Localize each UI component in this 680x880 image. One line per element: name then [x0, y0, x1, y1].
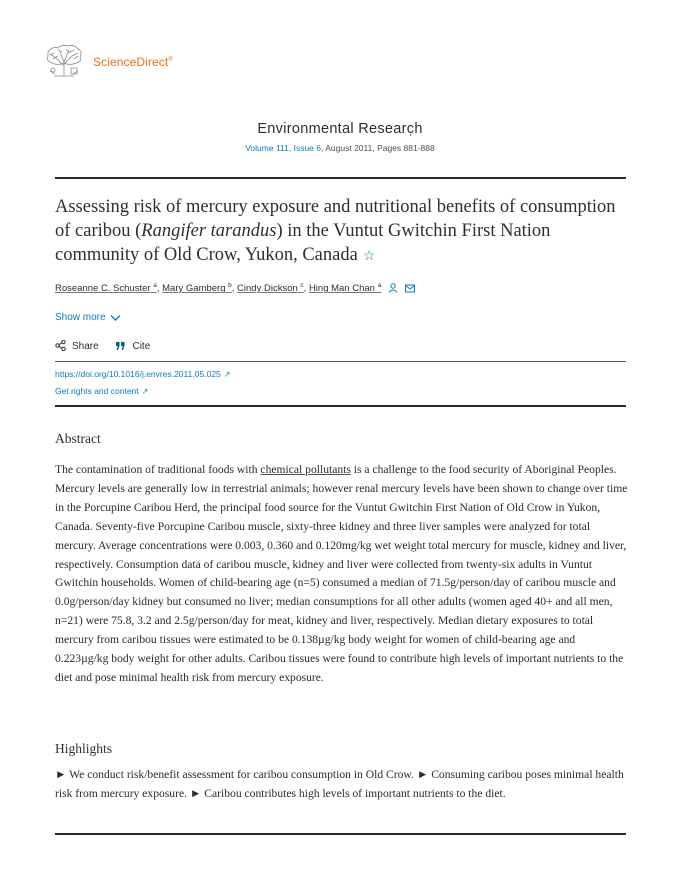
doi-label: https://doi.org/10.1016/j.envres.2011.05.025	[55, 369, 221, 379]
author-affiliation: b	[228, 282, 232, 289]
highlights-heading: Highlights	[55, 741, 113, 756]
author-link[interactable]	[309, 283, 381, 294]
author-affiliation: a	[153, 282, 157, 289]
author-name: Mary Gamberg	[162, 283, 226, 295]
issue-pages: , August 2011, Pages 881-888	[321, 143, 435, 153]
external-link-icon: ↗	[141, 387, 149, 396]
chevron-down-icon	[110, 314, 121, 322]
title-part-1: Assessing risk of mercury exposure and nutritional benefits of consumption of caribou (	[55, 197, 616, 241]
email-icon[interactable]	[405, 284, 415, 296]
rights-link[interactable]	[55, 386, 148, 396]
tree-logo-icon	[44, 44, 84, 78]
author-name: Hing Man Chan	[308, 283, 375, 295]
chemical-pollutants-link[interactable]: chemical pollutants	[260, 463, 351, 476]
show-more-button[interactable]	[55, 312, 121, 323]
author-affiliation: c	[300, 282, 304, 289]
article-actions	[55, 340, 164, 352]
title-part-2: ) in the Vuntut Gwitchin First Nation community of Old Crow, Yukon, Canada	[55, 221, 551, 265]
issue-link[interactable]: Volume 111, Issue 6	[245, 143, 321, 153]
abstract-text-rest: is a challenge to the food security of Aboriginal Peoples. Mercury levels are generally low in terrestrial animals; however renal mercury levels have been shown to change over time in the Porcupine Caribou Herd, the principal food source for the Vuntut Gwitchin First Nation of Old Crow in Yukon, Canada. Seventy-five Porcupine Caribou muscle, sixty-three kidney and three liver samples were analyzed for total mercury. Average concentrations were 0.003, 0.360 and 0.120mg/kg wet weight total mercury for muscle, kidney and liver, respectively. Consumption data of caribou muscle, kidney and liver were collected from twenty-six adults in Vuntut Gwitchin households. Women of child-bearing age (n=5) consumed a median of 71.5g/person/day of caribou muscle and 0.0g/person/day kidney but consumed no liver; median consumptions for all other adults (women aged 40+ and all men, n=21) were 75.8, 3.2 and 2.5g/person/day for meat, kidney and liver, respectively. Median dietary exposures to total mercury from caribou tissues were estimated to be 0.138µg/kg body weight for women of child-bearing age and 0.223µg/kg body weight for other adults. Caribou tissues were found to contribute high levels of important nutrients to the diet and pose minimal health risk from mercury exposure.	[55, 463, 628, 684]
highlights-text: ► We conduct risk/benefit assessment for caribou consumption in Old Crow. ► Consuming caribou poses minimal health risk from mercury exposure. ► Caribou contributes high levels of important nutrients to the diet.	[55, 768, 624, 800]
external-link-icon: ↗	[223, 370, 231, 379]
quote-icon	[115, 341, 126, 351]
brand-label: ScienceDirect	[93, 55, 169, 69]
author-name: Cindy Dickson	[237, 283, 298, 295]
cite-button[interactable]	[115, 341, 150, 352]
doi-link[interactable]	[55, 369, 230, 379]
star-icon[interactable]: ☆	[362, 249, 376, 264]
article-title	[55, 195, 635, 269]
share-icon	[55, 340, 66, 351]
issue-info	[0, 143, 680, 153]
meta-divider	[55, 405, 626, 407]
rights-label: Get rights and content	[55, 386, 139, 396]
share-button[interactable]	[55, 340, 99, 352]
author-list: Roseanne C. Schuster $^a$, Mary Gamberg $^b$, Cindy Dickson $^c$, Hing Man Chan $^a$	[55, 282, 415, 296]
person-icon[interactable]	[388, 283, 398, 296]
author-name: Roseanne C. Schuster	[55, 283, 151, 295]
cite-label: Cite	[132, 341, 151, 352]
header-divider	[55, 177, 626, 179]
abstract-heading: Abstract	[55, 431, 101, 446]
author-affiliation: a	[377, 282, 382, 289]
author-link[interactable]	[237, 283, 304, 294]
actions-divider	[55, 361, 626, 362]
abstract-text	[55, 461, 630, 688]
abstract-text-start: The contamination of traditional foods with	[55, 463, 261, 476]
footer-divider	[55, 833, 626, 835]
share-label: Share	[72, 341, 99, 352]
elsevier-tree-logo[interactable]	[44, 44, 84, 78]
author-link[interactable]	[55, 283, 157, 294]
journal-title[interactable]: Environmental Researc̣h	[257, 121, 423, 137]
author-link[interactable]	[162, 283, 232, 294]
show-more-label: Show more	[55, 312, 106, 323]
brand-registered-mark: ®	[168, 57, 173, 63]
sciencedirect-brand[interactable]	[93, 55, 173, 69]
title-species-italic: Rangifer tarandus	[141, 221, 277, 241]
